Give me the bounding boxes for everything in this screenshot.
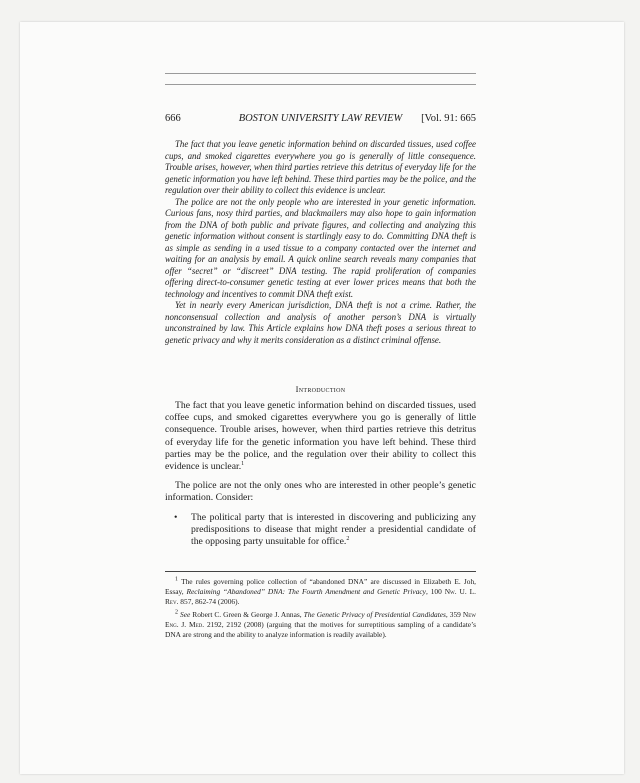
- footnote-number: 2: [175, 609, 178, 616]
- footnote-text: , 359: [445, 610, 463, 620]
- body-paragraph: [165, 400, 476, 473]
- paragraph-text: The fact that you leave genetic information behind on discarded tissues, used coffee cups, and smoked cigarettes everywhere you go is generally of little consequence. Trouble arises, however, when third parties retrieve this detritus of everyday life for the genetic information you have left behind. These third parties may be the police, and the regulation over their ability to collect this evidence is unclear.: [165, 400, 476, 473]
- footnote-article-title: The Genetic Privacy of Presidential Candidates: [303, 610, 446, 620]
- footnote: [165, 577, 476, 607]
- bullet-list: [165, 512, 476, 549]
- footnote-journal: Nw. U. L. Rev.: [165, 587, 476, 607]
- section-heading: Introduction: [295, 384, 346, 394]
- footnote-text: 2192, 2192 (2008) (arguing that the motives for surreptitious sampling of a candidate’s DNA are strong and the ability to analyze information is readily available).: [165, 620, 476, 640]
- list-item-text: The political party that is interested in discovering and publicizing any predispositions to disease that might render a presidential candidate of the opposing party unsuitable for office.: [191, 511, 476, 548]
- top-rule: [165, 73, 476, 74]
- body-paragraph: The police are not the only ones who are interested in other people’s genetic information. Consider:: [165, 480, 476, 504]
- bullet-icon: •: [174, 511, 178, 523]
- footnote-text: , 100: [425, 587, 445, 597]
- footnote-signal: See: [180, 610, 191, 620]
- abstract-paragraph: The fact that you leave genetic information behind on discarded tissues, used coffee cups, and smoked cigarettes everywhere you go is generally of little consequence. Trouble arises, however, when third parties retrieve this detritus of everyday life for the genetic information you have left behind. These third parties may be the police, and the regulation over their ability to collect this evidence is unclear.: [165, 139, 476, 195]
- volume-citation: [Vol. 91: 665: [421, 113, 476, 124]
- body-text: [165, 400, 476, 548]
- footnotes: [165, 577, 476, 644]
- footnote-text: The rules governing police collection of “abandoned DNA” are discussed in Elizabeth E. Joh, Essay,: [165, 577, 476, 597]
- footnote-marker: 2: [346, 535, 350, 542]
- document-page: [20, 22, 624, 774]
- footnote-marker: 1: [241, 460, 245, 467]
- footnote: [165, 610, 476, 640]
- footnote-number: 1: [175, 576, 178, 583]
- footnote-article-title: Reclaiming “Abandoned” DNA: The Fourth Amendment and Genetic Privacy: [186, 587, 426, 597]
- abstract: [165, 139, 476, 346]
- abstract-paragraph: Yet in nearly every American jurisdiction, DNA theft is not a crime. Rather, the nonconsensual collection and analysis of another person’s DNA is virtually unconstrained by law. This Article explains how DNA theft poses a serious threat to genetic privacy and why it merits consideration as a distinct criminal offense.: [165, 300, 476, 345]
- page-number: 666: [165, 113, 181, 124]
- list-item: [165, 512, 476, 549]
- journal-title: BOSTON UNIVERSITY LAW REVIEW: [238, 113, 403, 124]
- second-rule: [165, 84, 476, 85]
- abstract-paragraph: The police are not the only people who are interested in your genetic information. Curious fans, nosy third parties, and blackmailers may also hope to gain information from the DNA of both public and private figures, and collecting and analyzing this genetic information without consent is startlingly easy to do. Committing DNA theft is as simple as sending in a used tissue to a company contacted over the internet and waiting for an analysis by email. A quick online search reveals many companies that offer “secret” or “discreet” DNA testing. The rapid proliferation of companies offering direct-to-consumer genetic testing at ever lower prices means that both the technology and incentives to commit DNA theft exist.: [165, 196, 476, 299]
- footnote-rule: [165, 571, 476, 572]
- footnote-journal: New Eng. J. Med.: [165, 610, 476, 630]
- footnote-text: Robert C. Green & George J. Annas,: [190, 610, 304, 620]
- footnote-text: 857, 862-74 (2006).: [178, 597, 240, 607]
